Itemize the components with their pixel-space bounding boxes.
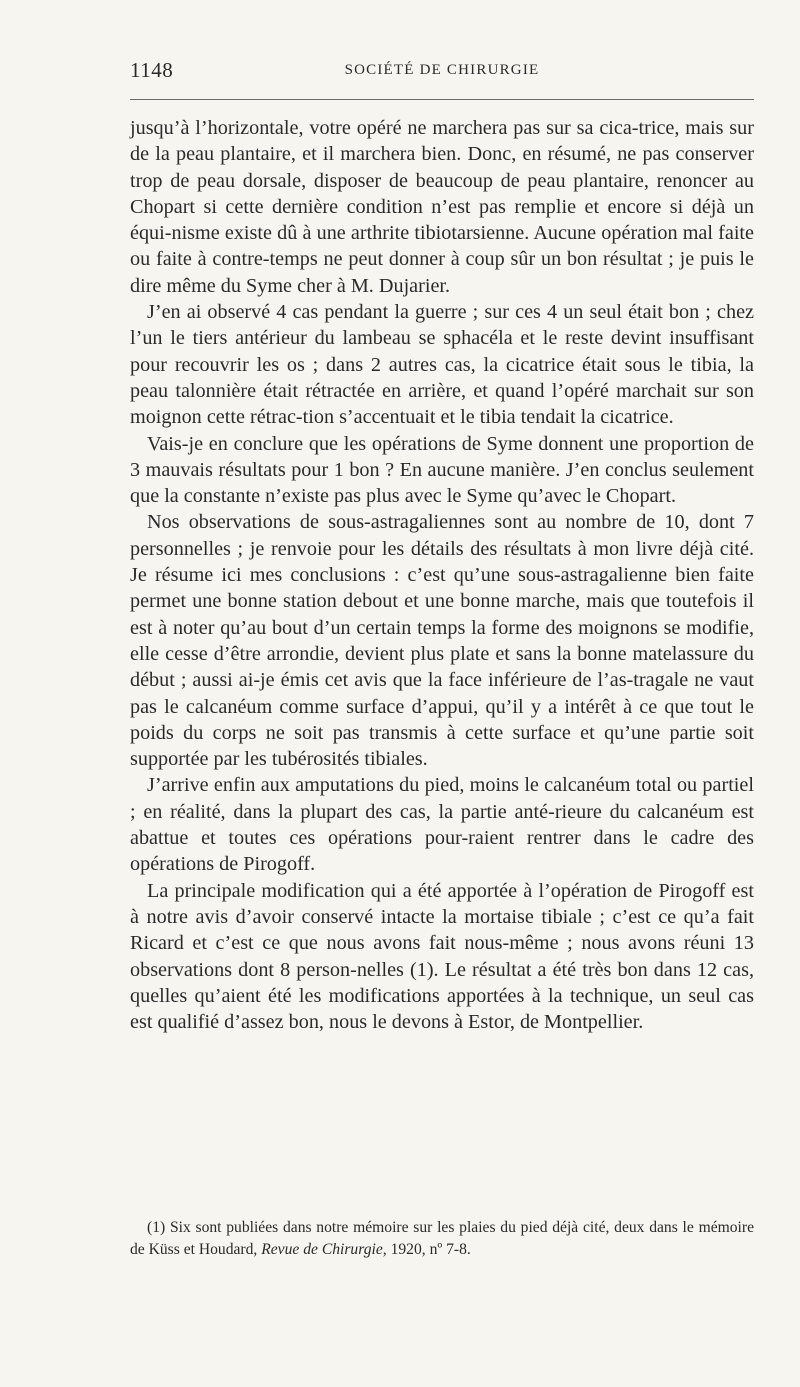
- paragraph-4: Nos observations de sous-astragaliennes sont au nombre de 10, dont 7 personnelles ; je renvoie pour les détails des résultats à mon livre déjà cité. Je résume ici mes conclusions : c’est qu’une sous-astragalienne bien faite permet une bonne station debout et une bonne marche, mais que toutefois il est à noter qu’au bout d’un certain temps la forme des moignons se modifie, elle cesse d’être arrondie, devient plus plate et sans la bonne matelassure du début ; aussi ai-je émis cet avis que la face inférieure de l’as-tragale ne vaut pas le calcanéum comme surface d’appui, qu’il y a intérêt à ce que tout le poids du corps ne soit pas transmis à cette surface et qu’une partie soit supportée par les tubérosités tibiales.: [130, 511, 754, 771]
- footnote: [130, 1217, 754, 1261]
- paragraph-6: La principale modification qui a été apportée à l’opération de Pirogoff est à notre avis d’avoir conservé intacte la mortaise tibiale ; c’est ce qu’a fait Ricard et c’est ce que nous avons fait nous-même ; nous avons réuni 13 observations dont 8 person-nelles (1). Le résultat a été très bon dans 12 cas, quelles qu’aient été les modifications apportées à la technique, un seul cas est qualifié d’assez bon, nous le devons à Estor, de Montpellier.: [130, 879, 754, 1034]
- page-header: [130, 58, 754, 88]
- footnote-text: (1) Six sont publiées dans notre mémoire sur les plaies du pied déjà cité, deux dans le mémoire de Küss et Houdard,: [130, 1219, 754, 1258]
- running-title: SOCIÉTÉ DE CHIRURGIE: [344, 62, 540, 78]
- footnote-paragraph: [130, 1217, 754, 1261]
- paragraph-2: J’en ai observé 4 cas pendant la guerre ; sur ces 4 un seul était bon ; chez l’un le tiers antérieur du lambeau se sphacéla et le reste devint insuffisant pour recouvrir les os ; dans 2 autres cas, la cicatrice était sous le tibia, la peau talonnière était rétractée en arrière, et quand l’opéré marchait sur son moignon cette rétrac-tion s’accentuait et le tibia tendait la cicatrice.: [130, 301, 754, 429]
- footnote-ref: 1920, nº 7-8.: [390, 1241, 471, 1258]
- paragraph-1: jusqu’à l’horizontale, votre opéré ne marchera pas sur sa cica-trice, mais sur de la peau plantaire, et il marchera bien. Donc, en résumé, ne pas conserver trop de peau dorsale, disposer de beaucoup de peau plantaire, renoncer au Chopart si cette dernière condition n’est pas remplie et encore si déjà un équi-nisme existe dû à une arthrite tibiotarsienne. Aucune opération mal faite ou faite à contre-temps ne peut donner à coup sûr un bon résultat ; je puis le dire même du Syme cher à M. Dujarier.: [130, 117, 754, 297]
- body-text: [130, 115, 754, 1035]
- paragraph-3: Vais-je en conclure que les opérations de Syme donnent une proportion de 3 mauvais résultats pour 1 bon ? En aucune manière. J’en conclus seulement que la constante n’existe pas plus avec le Syme qu’avec le Chopart.: [130, 432, 754, 508]
- header-rule: [130, 99, 754, 100]
- page-number: 1148: [130, 58, 174, 82]
- paragraph-5: J’arrive enfin aux amputations du pied, moins le calcanéum total ou partiel ; en réalité, dans la plupart des cas, la partie anté-rieure du calcanéum est abattue et toutes ces opérations pour-raient rentrer dans le cadre des opérations de Pirogoff.: [130, 774, 754, 876]
- footnote-journal: Revue de Chirurgie,: [261, 1241, 387, 1258]
